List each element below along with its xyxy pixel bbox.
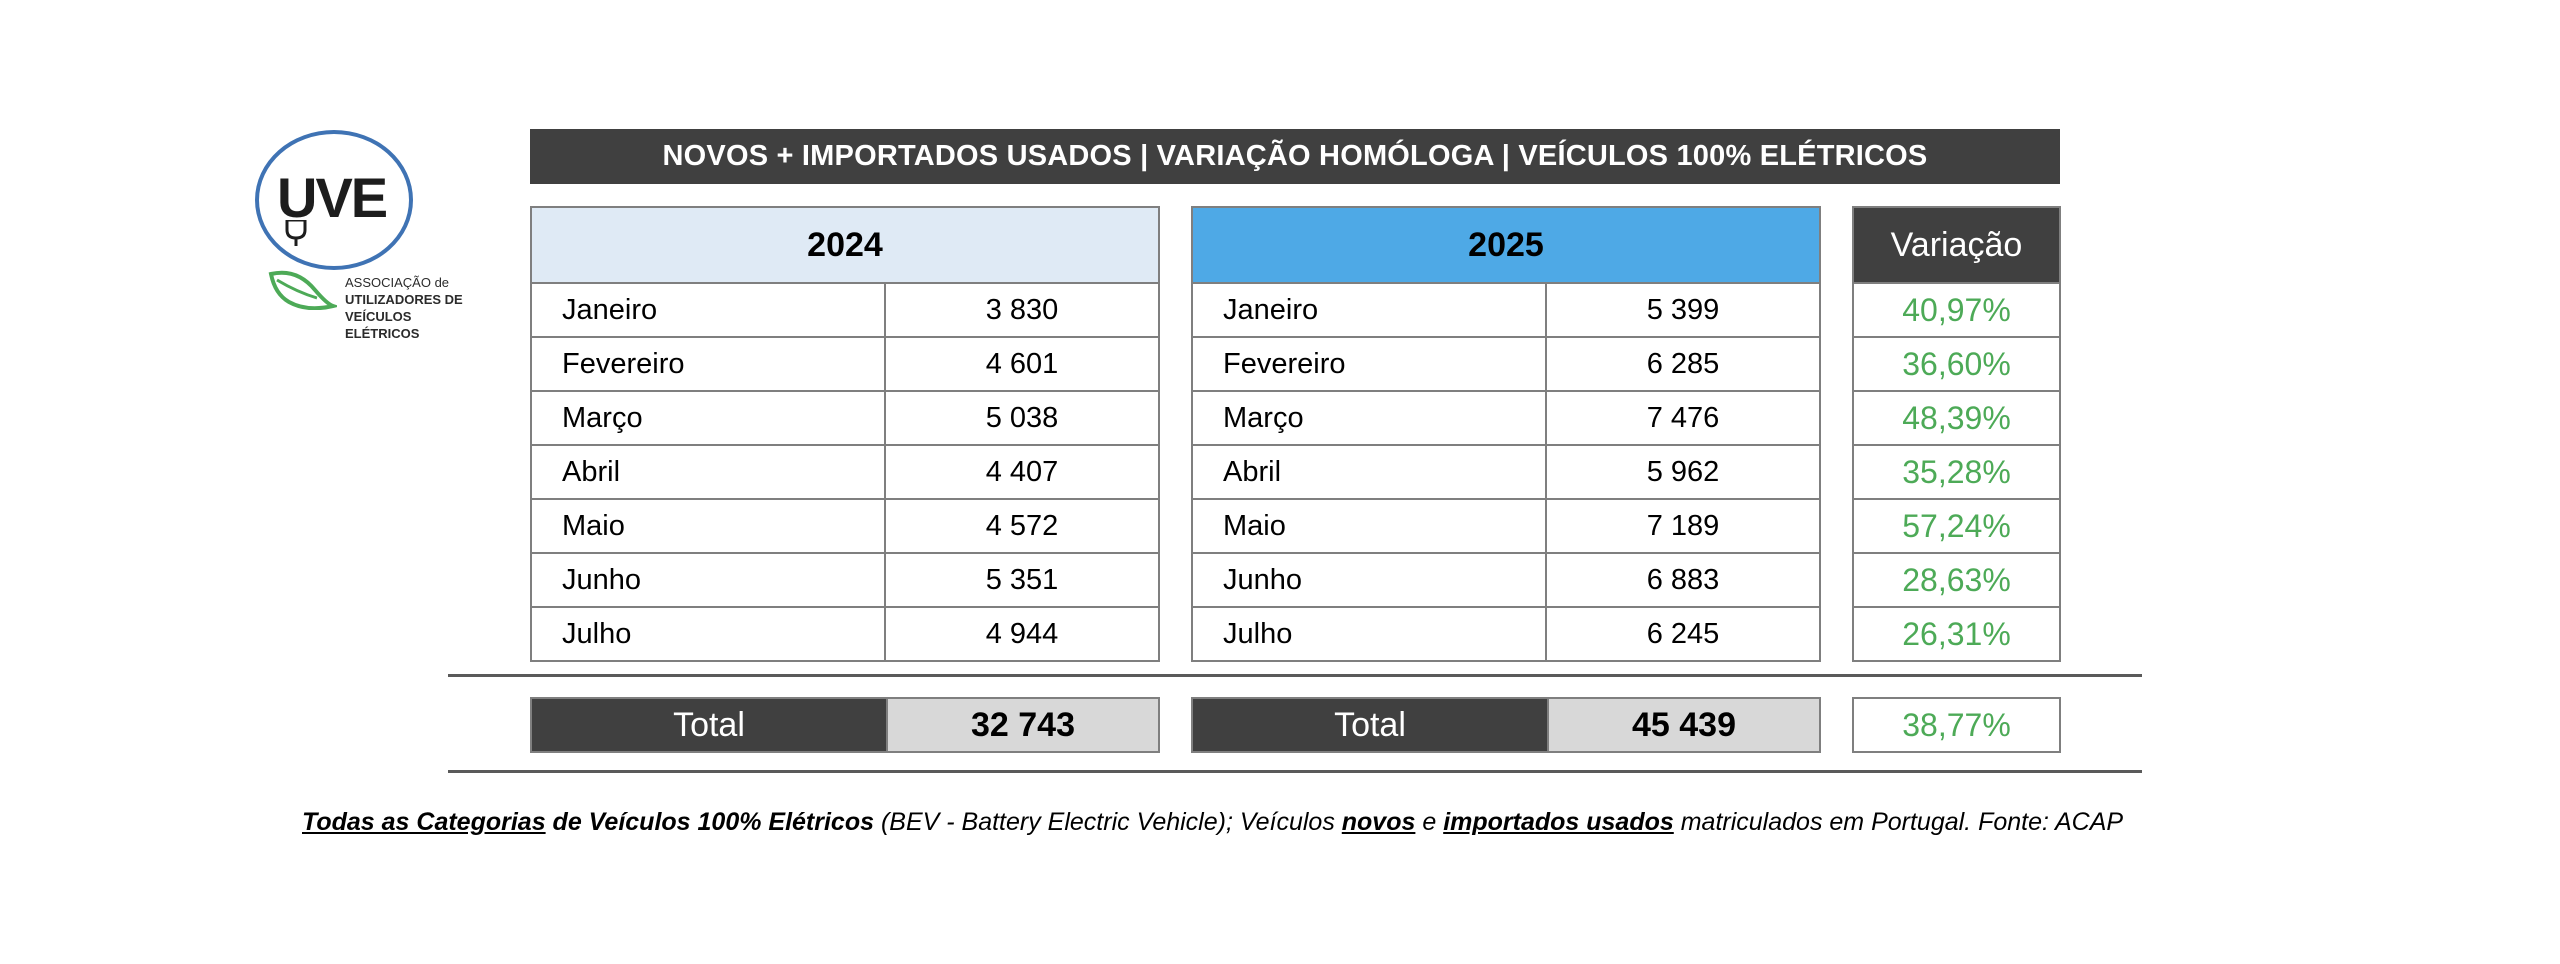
divider — [448, 674, 2142, 677]
month-cell: Junho — [1192, 553, 1546, 607]
footnote-and: e — [1415, 808, 1444, 836]
month-cell: Janeiro — [1192, 283, 1546, 337]
table-row — [1853, 607, 2060, 661]
value-cell: 5 399 — [1546, 283, 1820, 337]
value-cell: 5 962 — [1546, 445, 1820, 499]
table-row — [531, 607, 1159, 661]
month-cell: Julho — [1192, 607, 1546, 661]
value-cell: 6 883 — [1546, 553, 1820, 607]
uve-logo — [255, 128, 475, 341]
footnote-bev: de Veículos 100% Elétricos — [545, 808, 875, 836]
total-2025 — [1191, 697, 1821, 753]
footnote-importados: importados usados — [1443, 808, 1674, 836]
logo-line-2: UTILIZADORES DE — [345, 292, 463, 307]
month-cell: Janeiro — [531, 283, 885, 337]
footnote-novos: novos — [1341, 808, 1416, 836]
value-cell: 6 245 — [1546, 607, 1820, 661]
year-header-2024: 2024 — [531, 207, 1159, 283]
value-cell: 5 351 — [885, 553, 1159, 607]
logo-line-3: VEÍCULOS ELÉTRICOS — [345, 309, 420, 341]
table-row — [1853, 337, 2060, 391]
plug-icon — [285, 220, 307, 246]
table-row — [1192, 337, 1820, 391]
variation-cell: 26,31% — [1853, 607, 2060, 661]
month-cell: Julho — [531, 607, 885, 661]
table-row — [1853, 499, 2060, 553]
variation-cell: 48,39% — [1853, 391, 2060, 445]
month-cell: Maio — [1192, 499, 1546, 553]
table-row — [1853, 283, 2060, 337]
total-label: Total — [532, 699, 886, 751]
variation-cell: 28,63% — [1853, 553, 2060, 607]
table-row — [1192, 283, 1820, 337]
month-cell: Junho — [531, 553, 885, 607]
table-2025 — [1191, 206, 1821, 662]
month-cell: Março — [1192, 391, 1546, 445]
total-label: Total — [1193, 699, 1547, 751]
footnote-source: matriculados em Portugal. Fonte: ACAP — [1673, 808, 2124, 836]
table-row — [531, 337, 1159, 391]
table-row — [1192, 391, 1820, 445]
leaf-icon — [267, 268, 337, 310]
value-cell: 7 476 — [1546, 391, 1820, 445]
table-row — [531, 445, 1159, 499]
total-value: 45 439 — [1547, 699, 1819, 751]
total-variation: 38,77% — [1852, 697, 2061, 753]
year-header-2025: 2025 — [1192, 207, 1820, 283]
table-row — [1853, 553, 2060, 607]
value-cell: 4 572 — [885, 499, 1159, 553]
value-cell: 4 944 — [885, 607, 1159, 661]
value-cell: 7 189 — [1546, 499, 1820, 553]
month-cell: Abril — [1192, 445, 1546, 499]
variation-cell: 35,28% — [1853, 445, 2060, 499]
footnote-desc: (BEV - Battery Electric Vehicle); Veículos — [874, 808, 1342, 836]
month-cell: Fevereiro — [1192, 337, 1546, 391]
variation-header: Variação — [1853, 207, 2060, 283]
table-row — [1192, 445, 1820, 499]
logo-acronym: UVE — [277, 166, 387, 229]
table-row — [531, 283, 1159, 337]
table-row — [531, 499, 1159, 553]
table-row — [531, 553, 1159, 607]
table-row — [1192, 607, 1820, 661]
value-cell: 5 038 — [885, 391, 1159, 445]
month-cell: Fevereiro — [531, 337, 885, 391]
variation-table — [1852, 206, 2061, 662]
variation-cell: 40,97% — [1853, 283, 2060, 337]
table-row — [1853, 391, 2060, 445]
month-cell: Abril — [531, 445, 885, 499]
table-row — [1192, 499, 1820, 553]
total-2024 — [530, 697, 1160, 753]
total-value: 32 743 — [886, 699, 1158, 751]
divider — [448, 770, 2142, 773]
logo-line-1: ASSOCIAÇÃO de — [345, 275, 450, 290]
variation-cell: 36,60% — [1853, 337, 2060, 391]
table-2024 — [530, 206, 1160, 662]
month-cell: Maio — [531, 499, 885, 553]
logo-text — [345, 274, 485, 342]
table-row — [1192, 553, 1820, 607]
footnote-categories: Todas as Categorias — [302, 808, 546, 836]
value-cell: 4 601 — [885, 337, 1159, 391]
value-cell: 3 830 — [885, 283, 1159, 337]
variation-cell: 57,24% — [1853, 499, 2060, 553]
value-cell: 6 285 — [1546, 337, 1820, 391]
footnote — [302, 808, 2302, 837]
value-cell: 4 407 — [885, 445, 1159, 499]
table-row — [1853, 445, 2060, 499]
page-title: NOVOS + IMPORTADOS USADOS | VARIAÇÃO HOMÓLOGA | VEÍCULOS 100% ELÉTRICOS — [530, 129, 2060, 184]
month-cell: Março — [531, 391, 885, 445]
table-row — [531, 391, 1159, 445]
